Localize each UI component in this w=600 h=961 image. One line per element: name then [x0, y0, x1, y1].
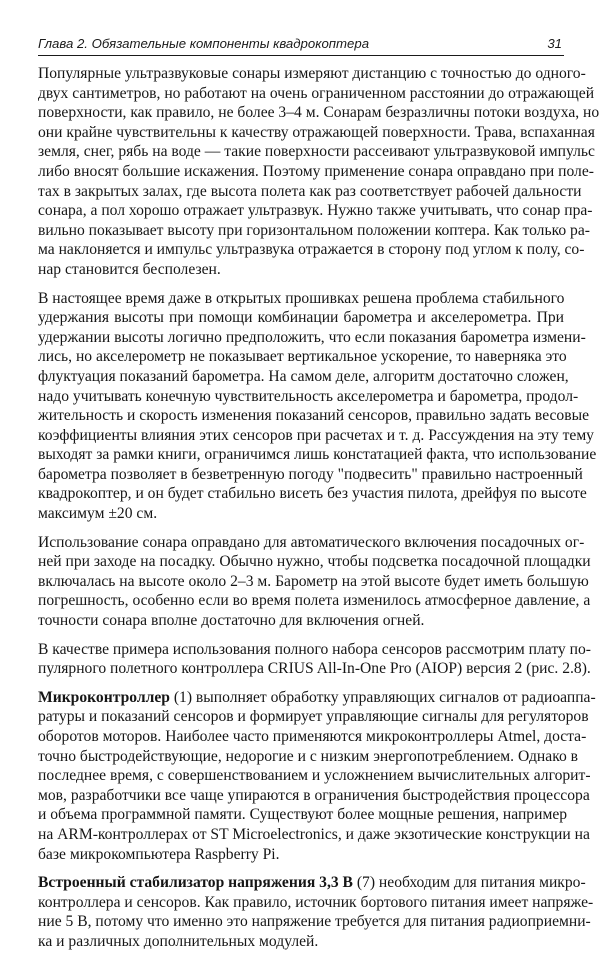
text-line: квадрокоптер, и он будет стабильно висеть без участия пилота, дрейфуя по высоте [38, 485, 587, 503]
text-line: поверхности, как правило, не более 3–4 м. Сонарам безразличны потоки воздуха, но [38, 104, 600, 122]
text-line: пулярного полетного контроллера CRIUS All-In-One Pro (AIOP) версия 2 (рис. 2.8). [38, 660, 591, 678]
text-line: включалась на высоте около 2–3 м. Барометр на этой высоте будет иметь большую [38, 572, 589, 590]
text-line: флуктуация показаний барометра. На самом деле, алгоритм достаточно сложен, [38, 367, 569, 385]
text-line: последнее время, с совершенствованием и усложнением вычислительных алгорит- [38, 767, 591, 785]
page-body [38, 64, 600, 961]
text-line: Популярные ультразвуковые сонары измеряют дистанцию с точностью до одного- [38, 65, 586, 82]
text-line [38, 688, 596, 708]
text-line: ратуры и показаний сенсоров и формирует управляющие сигналы для регуляторов [38, 708, 589, 726]
text-line: контроллера и сенсоров. Как правило, источник бортового питания имеет напряже- [38, 893, 594, 911]
text-line: они крайне чувствительны к качеству отражающей поверхности. Трава, вспаханная [38, 123, 595, 141]
paragraph-voltage-regulator [38, 873, 594, 951]
text-line: базе микрокомпьютера Raspberry Pi. [38, 845, 280, 863]
paragraph-altitude-hold [38, 289, 597, 524]
text-line: удержания высоты при помощи комбинации барометра и акселерометра. При [38, 309, 564, 327]
text-line: либо вносят большие искажения. Поэтому применение сонара оправдано при поле- [38, 162, 594, 180]
text-line: ка и различных дополнительных модулей. [38, 932, 319, 950]
text-line: барометра позволяет в безветренную погоду "подвесить" правильно настроенный [38, 465, 583, 483]
text-line [38, 873, 586, 893]
page-number: 31 [547, 36, 562, 51]
text-line: мов, разработчики все чаще упираются в ограничения быстродействия процессора [38, 786, 590, 804]
page-header [38, 33, 564, 56]
text-line: на ARM-контроллерах от ST Microelectronics, и даже экзотические конструкции на [38, 825, 590, 843]
text-line: Использование сонара оправдано для автоматического включения посадочных ог- [38, 533, 585, 551]
text-line: удержании высоты логично предположить, что если показания барометра измени- [38, 328, 586, 346]
text-line: лись, но акселерометр не показывает вертикальное ускорение, то наверняка это [38, 348, 567, 366]
text-line: В качестве примера использования полного набора сенсоров рассмотрим плату по- [38, 640, 591, 658]
text-line: вильно показывает высоту при горизонтальном положении коптера. Как только ра- [38, 221, 590, 239]
text-line: В настоящее время даже в открытых прошивках решена проблема стабильного [38, 289, 565, 307]
text-line: оборотов моторов. Наиболее часто применяются микроконтроллеры Atmel, доста- [38, 728, 587, 745]
paragraph-crius-example [38, 640, 591, 679]
text-line: ней при заходе на посадку. Обычно нужно, чтобы подсветка посадочной площадки [38, 553, 591, 571]
text-line: коэффициенты влияния этих сенсоров при расчетах и т. д. Рассуждения на эту тему [38, 426, 594, 444]
text-line: сонара, а пол хорошо отражает ультразвук. Нужно также учитывать, что сонар пра- [38, 202, 593, 220]
text-line: точно быстродействующие, недорогие и с низким энергопотреблением. Однако в [38, 747, 579, 765]
text-line: и объема программной памяти. Существуют более мощные решения, например [38, 806, 568, 824]
text-line: погрешность, особенно если во время полета изменилось атмосферное давление, а [38, 592, 591, 610]
text-line: тах в закрытых залах, где высота полета как раз соответствует рабочей дальности [38, 182, 582, 200]
paragraph-landing-lights [38, 533, 591, 631]
paragraph-microcontroller [38, 688, 596, 864]
text-line: точности сонара вполне достаточно для включения огней. [38, 612, 425, 630]
paragraph-sonar-accuracy [38, 64, 600, 280]
text-line: ние 5 В, потому что именно это напряжение требуется для питания радиоприемни- [38, 913, 591, 931]
term-microcontroller: Микроконтроллер [38, 688, 170, 706]
chapter-title: Глава 2. Обязательные компоненты квадрокоптера [38, 36, 370, 51]
text-line: выходят за рамки книги, ограничимся лишь констатацией факта, что использование [38, 446, 597, 464]
term-voltage-regulator: Встроенный стабилизатор напряжения 3,3 В [38, 874, 353, 892]
text-line: ма наклоняется и импульс ультразвука отражается в сторону под углом к полу, со- [38, 241, 585, 259]
text-line: земля, снег, рябь на воде — такие поверхности рассеивают ультразвуковой импульс [38, 143, 595, 161]
text-fragment: (1) выполняет обработку управляющих сигналов от радиоаппа- [169, 688, 596, 706]
text-line: максимум ±20 см. [38, 505, 158, 523]
text-fragment: (7) необходим для питания микро- [352, 874, 586, 892]
text-line: нар становится бесполезен. [38, 260, 221, 278]
text-line: двух сантиметров, но работают на очень ограниченном расстоянии до отражающей [38, 84, 595, 102]
text-line: жительность и скорость изменения показаний сенсоров, правильно задать весовые [38, 407, 589, 425]
text-line: надо учитывать конечную чувствительность акселерометра и барометра, продол- [38, 387, 579, 405]
